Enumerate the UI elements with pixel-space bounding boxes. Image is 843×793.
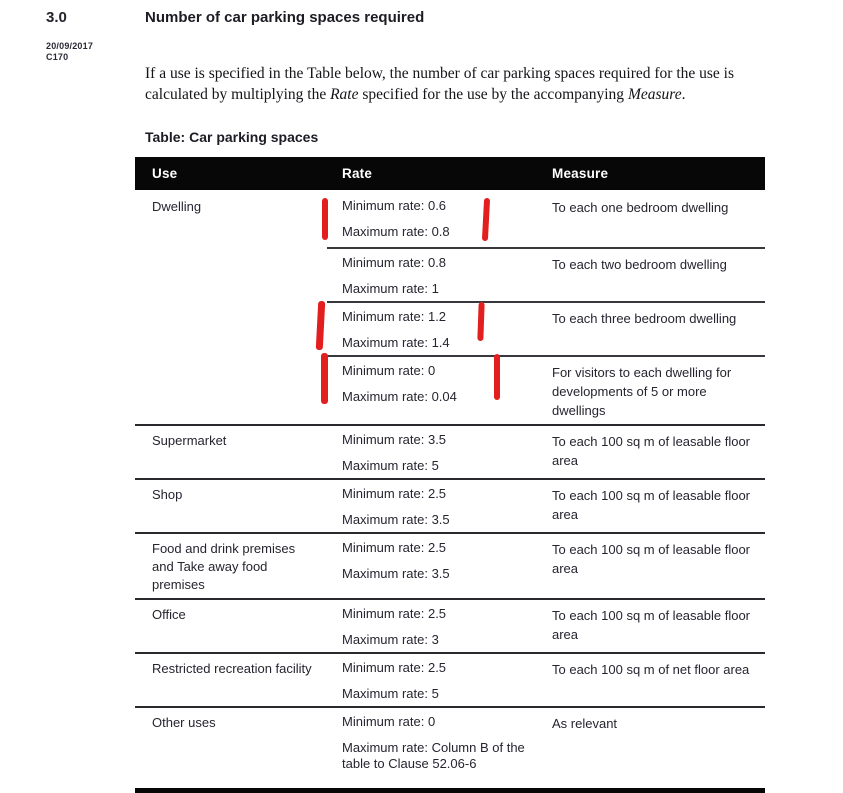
use-cell: [135, 247, 325, 301]
maximum-rate: Maximum rate: 3.5: [342, 512, 450, 527]
page-title: Number of car parking spaces required: [145, 9, 425, 26]
rate-cell: [325, 532, 535, 598]
rate-cell: [325, 706, 535, 788]
table-header-row: [135, 157, 765, 190]
measure-cell: To each 100 sq m of leasable floor area: [552, 608, 751, 642]
rate-cell: [325, 424, 535, 478]
use-cell: Dwelling: [152, 199, 202, 214]
minimum-rate: Minimum rate: 1.2: [342, 309, 447, 324]
maximum-rate: Maximum rate: 3: [342, 632, 439, 647]
table-row-other-uses: [135, 706, 765, 788]
car-parking-table: [135, 157, 765, 793]
minimum-rate: Minimum rate: 2.5: [342, 660, 447, 675]
amendment-code: C170: [46, 52, 69, 62]
rate-cell: [325, 478, 535, 532]
intro-text-mid: specified for the use by the accompanying: [358, 85, 628, 103]
maximum-rate: Maximum rate: 1.4: [342, 335, 450, 350]
table-row-food-and-drink: [135, 532, 765, 598]
rate-cell: [325, 190, 535, 247]
rate-term: Rate: [330, 85, 359, 103]
red-mark-dwelling-visitors-left: [321, 353, 328, 404]
measure-cell: To each two bedroom dwelling: [552, 257, 727, 272]
maximum-rate: Maximum rate: 1: [342, 281, 439, 296]
maximum-rate: Maximum rate: 5: [342, 458, 439, 473]
use-cell: Shop: [152, 487, 183, 502]
minimum-rate: Minimum rate: 3.5: [342, 432, 447, 447]
red-mark-dwelling-visitors-right: [494, 354, 500, 400]
measure-cell: To each 100 sq m of leasable floor area: [552, 434, 751, 468]
minimum-rate: Minimum rate: 2.5: [342, 486, 447, 501]
table-bottom-border: [135, 788, 765, 793]
table-title: Table: Car parking spaces: [145, 129, 319, 145]
column-header-measure: Measure: [552, 166, 609, 181]
table-row-supermarket: [135, 424, 765, 478]
minimum-rate: Minimum rate: 0.8: [342, 255, 447, 270]
measure-cell: As relevant: [552, 716, 618, 731]
minimum-rate: Minimum rate: 2.5: [342, 606, 447, 621]
table-row-shop: [135, 478, 765, 532]
rate-cell: [325, 355, 535, 424]
measure-cell: For visitors to each dwelling for developments of 5 or more dwellings: [552, 365, 732, 418]
intro-text-post: .: [681, 85, 686, 103]
amendment-date: 20/09/2017: [46, 41, 94, 51]
use-cell: [135, 301, 325, 355]
measure-term: Measure: [627, 85, 682, 103]
column-header-use: Use: [152, 166, 178, 181]
maximum-rate: Maximum rate: 0.8: [342, 224, 450, 239]
table-row-restricted-recreation: [135, 652, 765, 706]
table-row-dwelling-two-bedroom: [135, 247, 765, 301]
measure-cell: To each 100 sq m of leasable floor area: [552, 542, 751, 576]
rate-cell: [325, 652, 535, 706]
minimum-rate: Minimum rate: 0: [342, 714, 436, 729]
use-cell: Restricted recreation facility: [152, 661, 312, 676]
table-row-dwelling-visitors: [135, 355, 765, 424]
rate-cell: [325, 301, 535, 355]
maximum-rate: Maximum rate: Column B of the table to Clause 52.06-6: [342, 740, 525, 771]
maximum-rate: Maximum rate: 5: [342, 686, 439, 701]
rate-cell: [325, 247, 535, 301]
use-cell: Supermarket: [152, 433, 227, 448]
minimum-rate: Minimum rate: 0: [342, 363, 436, 378]
rate-cell: [325, 598, 535, 652]
section-number: 3.0: [46, 9, 67, 26]
minimum-rate: Minimum rate: 0.6: [342, 198, 447, 213]
measure-cell: To each 100 sq m of net floor area: [552, 662, 750, 677]
maximum-rate: Maximum rate: 0.04: [342, 389, 457, 404]
measure-cell: To each 100 sq m of leasable floor area: [552, 488, 751, 522]
minimum-rate: Minimum rate: 2.5: [342, 540, 447, 555]
column-header-rate: Rate: [342, 166, 373, 181]
red-mark-dwelling-one-bedroom-left: [322, 198, 328, 240]
table-row-dwelling-one-bedroom: [135, 190, 765, 247]
table-row-office: [135, 598, 765, 652]
use-cell: [135, 355, 325, 424]
intro-text-pre: If a use is specified in the Table below, the number of car parking spaces required for the use is calculated by multiplying the: [145, 64, 734, 103]
table-row-dwelling-three-bedroom: [135, 301, 765, 355]
maximum-rate: Maximum rate: 3.5: [342, 566, 450, 581]
table-body: [135, 190, 765, 788]
measure-cell: To each three bedroom dwelling: [552, 311, 737, 326]
intro-paragraph: [145, 63, 769, 105]
measure-cell: To each one bedroom dwelling: [552, 200, 729, 215]
use-cell: Other uses: [152, 715, 216, 730]
use-cell: Office: [152, 607, 186, 622]
use-cell: Food and drink premises and Take away food premises: [152, 541, 296, 592]
